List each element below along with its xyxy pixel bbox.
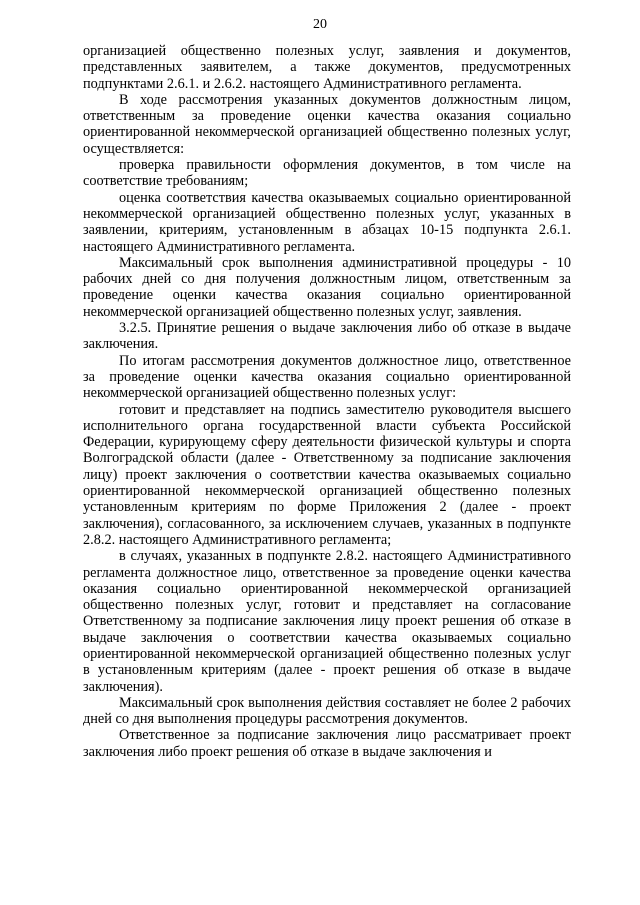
document-body <box>83 43 571 760</box>
page-number: 20 <box>313 17 327 32</box>
paragraph-11: Ответственное за подписание заключения лицо рассматривает проект заключения либо проект решения об отказе в выдаче заключения и <box>83 727 571 760</box>
section-heading-3-2-5: 3.2.5. Принятие решения о выдаче заключения либо об отказе в выдаче заключения. <box>83 320 571 353</box>
paragraph-7: По итогам рассмотрения документов должностное лицо, ответственное за проведение оценки качества оказания социально ориентированной некоммерческой организацией общественно полезных услуг: <box>83 352 571 402</box>
paragraph-10: Максимальный срок выполнения действия составляет не более 2 рабочих дней со дня выполнения процедуры рассмотрения документов. <box>83 694 571 728</box>
paragraph-9: в случаях, указанных в подпункте 2.8.2. настоящего Административного регламента должностное лицо, ответственное за проведение оценки качества оказания социально ориентированной некоммерческой организацией общественно полезных услуг, готовит и представляет на согласование Ответственному за подписание заключения лицу проект решения об отказе в выдаче заключения о соответствии качества оказываемых социально ориентированной некоммерческой организацией общественно полезных услуг в установленным критериям (далее - проект решения об отказе в выдаче заключения). <box>83 548 571 695</box>
paragraph-1: организацией общественно полезных услуг, заявления и документов, представленных заявителем, а также документов, предусмотренных подпунктами 2.6.1. и 2.6.2. настоящего Административного регламента. <box>83 43 571 92</box>
paragraph-4: оценка соответствия качества оказываемых социально ориентированной некоммерческой организацией общественно полезных услуг, указанных в заявлении, критериям, установленным в абзацах 10-15 подпункта 2.6.1. настоящего Административного регламента. <box>83 189 571 255</box>
paragraph-5: Максимальный срок выполнения административной процедуры - 10 рабочих дней со дня получения должностным лицом, ответственным за проведение оценки качества оказания социально ориентированной некоммерческой организацией общественно полезных услуг, заявления. <box>83 254 571 320</box>
paragraph-2: В ходе рассмотрения указанных документов должностным лицом, ответственным за проведение оценки качества оказания социально ориентированной некоммерческой организацией общественно полезных услуг, осуществляется: <box>83 91 571 157</box>
paragraph-8: готовит и представляет на подпись заместителю руководителя высшего исполнительного органа государственной власти субъекта Российской Федерации, курирующему сферу деятельности физической культуры и спорта Волгоградской области (далее - Ответственному за подписание заключения лицу) проект заключения о соответствии качества оказываемых социально ориентированной некоммерческой организацией общественно полезных установленным критериям по форме Приложения 2 (далее - проект заключения), согласованного, за исключением случаев, указанных в подпункте 2.8.2. настоящего Административного регламента; <box>83 401 571 548</box>
paragraph-3: проверка правильности оформления документов, в том числе на соответствие требованиям; <box>83 157 571 190</box>
